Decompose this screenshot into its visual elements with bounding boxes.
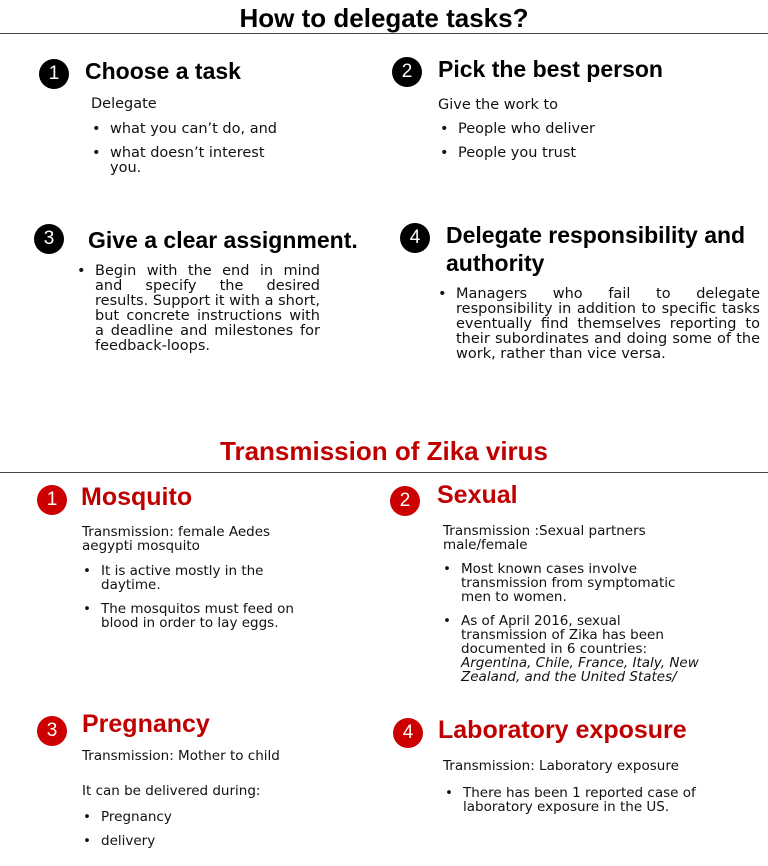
delegate-title: How to delegate tasks? <box>239 3 529 33</box>
list-item: • what doesn’t interest you. <box>90 146 300 176</box>
delegate-divider <box>0 33 768 34</box>
step-1-list <box>90 122 320 185</box>
zika-4-heading: Laboratory exposure <box>438 716 687 744</box>
step-4-badge: 4 <box>400 223 430 253</box>
list-item: • People you trust <box>438 146 718 161</box>
step-3-heading: Give a clear assignment. <box>88 227 358 253</box>
list-item: • The mosquitos must feed on blood in order to lay eggs. <box>81 602 321 630</box>
zika-2-heading: Sexual <box>437 481 518 509</box>
step-3-badge: 3 <box>34 224 64 254</box>
zika-4-list <box>443 786 743 824</box>
zika-3-intro: Transmission: Mother to child <box>82 748 280 764</box>
list-item: • Most known cases involve transmission from symptomatic men to women. <box>441 562 701 604</box>
zika-3-list <box>81 810 321 858</box>
zika-1-badge: 1 <box>37 485 67 515</box>
zika-2-list <box>441 562 711 694</box>
zika-3-heading: Pregnancy <box>82 710 210 738</box>
step-2-intro: Give the work to <box>438 97 559 113</box>
zika-2-countries: Argentina, Chile, France, Italy, New Zealand, and the United States/ <box>461 655 699 685</box>
zika-1-heading: Mosquito <box>81 483 193 511</box>
step-3-list <box>75 264 320 363</box>
list-item: • Pregnancy <box>81 810 321 824</box>
step-2-list <box>438 122 718 170</box>
step-2-badge: 2 <box>392 57 422 87</box>
step-4-heading-line1: Delegate responsibility and <box>446 222 746 248</box>
zika-2-intro: Transmission :Sexual partners male/female <box>443 523 646 553</box>
list-item <box>441 614 711 684</box>
list-item: • It is active mostly in the daytime. <box>81 564 281 592</box>
zika-4-badge: 4 <box>393 718 423 748</box>
zika-1-list <box>81 564 321 640</box>
list-item: • what you can’t do, and <box>90 122 320 137</box>
step-1-badge: 1 <box>39 59 69 89</box>
zika-2-bullet-text: As of April 2016, sexual transmission of Zika has been documented in 6 countries: <box>461 613 664 657</box>
step-2-heading: Pick the best person <box>438 56 663 82</box>
step-1-heading: Choose a task <box>85 58 241 84</box>
zika-2-badge: 2 <box>390 486 420 516</box>
list-item: • There has been 1 reported case of laboratory exposure in the US. <box>443 786 733 814</box>
zika-4-intro: Transmission: Laboratory exposure <box>443 758 679 774</box>
zika-3-intro2: It can be delivered during: <box>82 783 261 799</box>
step-4-heading-line2: authority <box>446 250 545 276</box>
step-1-intro: Delegate <box>91 96 157 112</box>
list-item: • delivery <box>81 834 321 848</box>
step-4-list <box>436 287 760 371</box>
zika-title: Transmission of Zika virus <box>220 436 548 466</box>
list-item: • People who deliver <box>438 122 718 137</box>
zika-divider <box>0 472 768 473</box>
zika-3-badge: 3 <box>37 716 67 746</box>
zika-1-intro: Transmission: female Aedes aegypti mosquito <box>82 524 271 554</box>
list-item: • Begin with the end in mind and specify the desired results. Support it with a short, but concrete instructions with a deadline and milestones for feedback-loops. <box>75 264 320 354</box>
list-item: • Managers who fail to delegate responsibility in addition to specific tasks eventually find themselves reporting to their subordinates and doing some of the work, rather than vice versa. <box>436 287 760 362</box>
